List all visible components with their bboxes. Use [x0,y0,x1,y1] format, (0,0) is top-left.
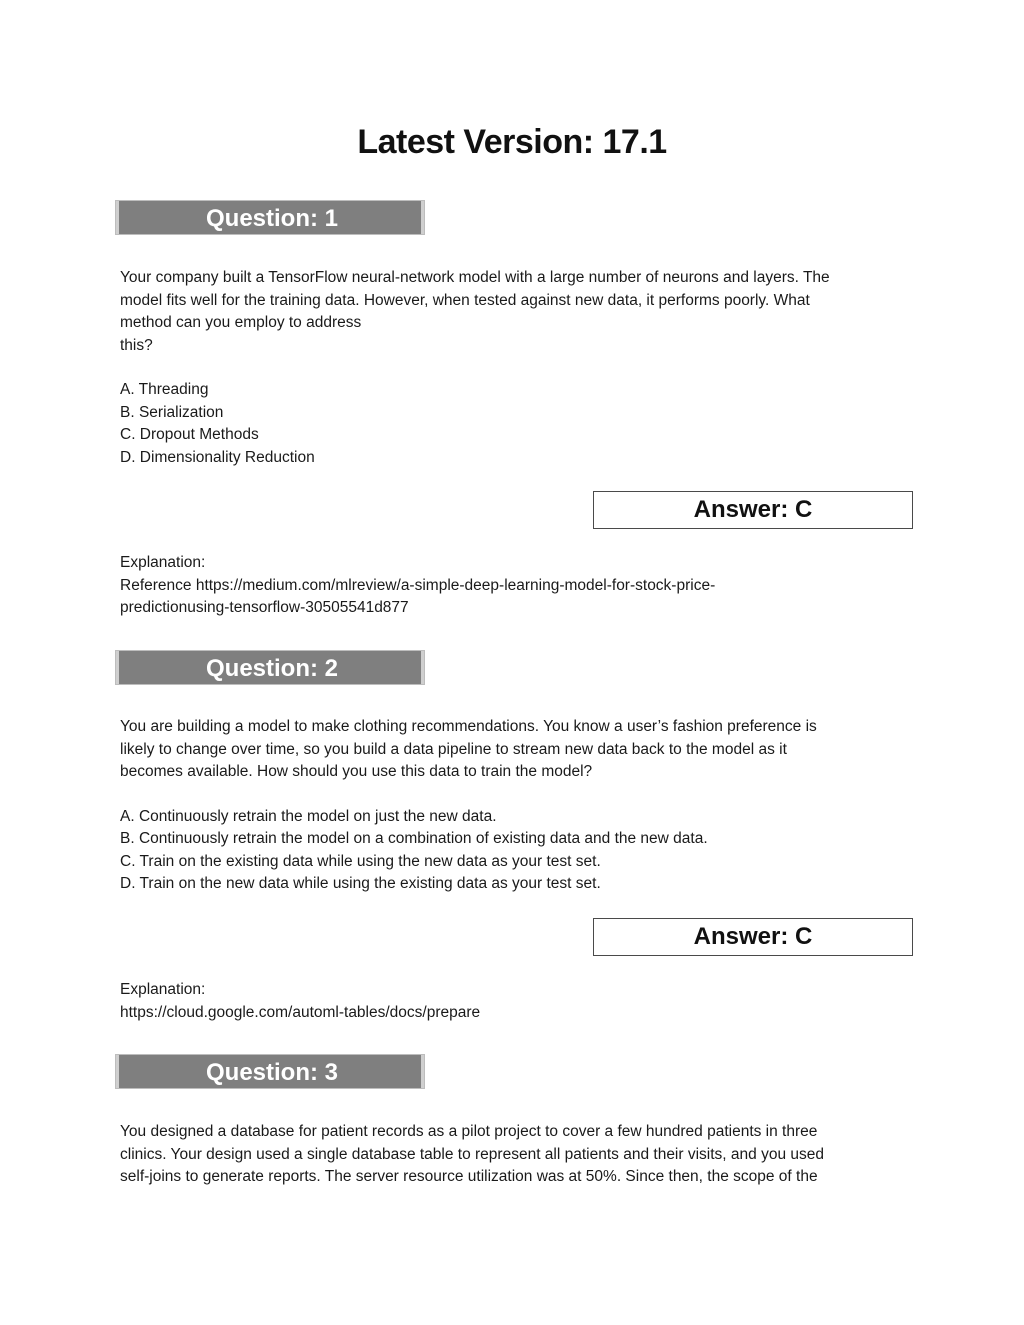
question-1-body [120,267,910,469]
option-d: D. Train on the new data while using the existing data as your test set. [120,875,601,892]
question-1-header-label: Question: 1 [205,205,338,232]
question-text-line: Your company built a TensorFlow neural-network model with a large number of neurons and layers. The [120,269,830,286]
question-3-header-label: Question: 3 [205,1059,338,1086]
explanation-label: Explanation: [120,554,206,571]
option-c: C. Train on the existing data while using the new data as your test set. [120,852,601,870]
question-1-explanation [120,552,910,620]
option-a: A. Threading [120,381,209,398]
question-1-answer: Answer: C [593,491,913,529]
option-b: B. Continuously retrain the model on a combination of existing data and the new data. [120,830,708,847]
question-2-body [120,716,910,896]
question-text-line: likely to change over time, so you build a data pipeline to stream new data back to the model as it [120,740,787,758]
option-d: D. Dimensionality Reduction [120,448,315,466]
question-1-header [115,200,425,235]
explanation-line: predictionusing-tensorflow-30505541d877 [120,599,409,616]
question-2-answer: Answer: C [593,918,913,956]
question-text-line: self-joins to generate reports. The server resource utilization was at 50%. Since then, the scope of the [120,1168,818,1185]
question-text-line: clinics. Your design used a single database table to represent all patients and their visits, and you used [120,1145,824,1163]
explanation-label: Explanation: [120,981,206,998]
option-b: B. Serialization [120,403,224,421]
question-2-header [115,650,425,685]
question-3-body [120,1121,910,1189]
explanation-line: https://cloud.google.com/automl-tables/docs/prepare [120,1003,481,1021]
option-c: C. Dropout Methods [120,426,259,443]
explanation-line: Reference https://medium.com/mlreview/a-simple-deep-learning-model-for-stock-price- [120,576,716,594]
page-title: Latest Version: 17.1 [357,123,667,161]
question-3-header [115,1054,425,1089]
question-text-line: method can you employ to address [120,314,362,331]
question-text-line: this? [120,336,153,354]
question-text-line: becomes available. How should you use this data to train the model? [120,763,593,780]
question-2-explanation [120,979,910,1024]
question-text-line: You are building a model to make clothing recommendations. You know a user’s fashion preference is [120,718,817,735]
question-text-line: You designed a database for patient records as a pilot project to cover a few hundred patients in three [120,1123,818,1140]
question-text-line: model fits well for the training data. However, when tested against new data, it performs poorly. What [120,291,810,309]
option-a: A. Continuously retrain the model on just the new data. [120,807,497,825]
question-2-header-label: Question: 2 [205,655,338,682]
